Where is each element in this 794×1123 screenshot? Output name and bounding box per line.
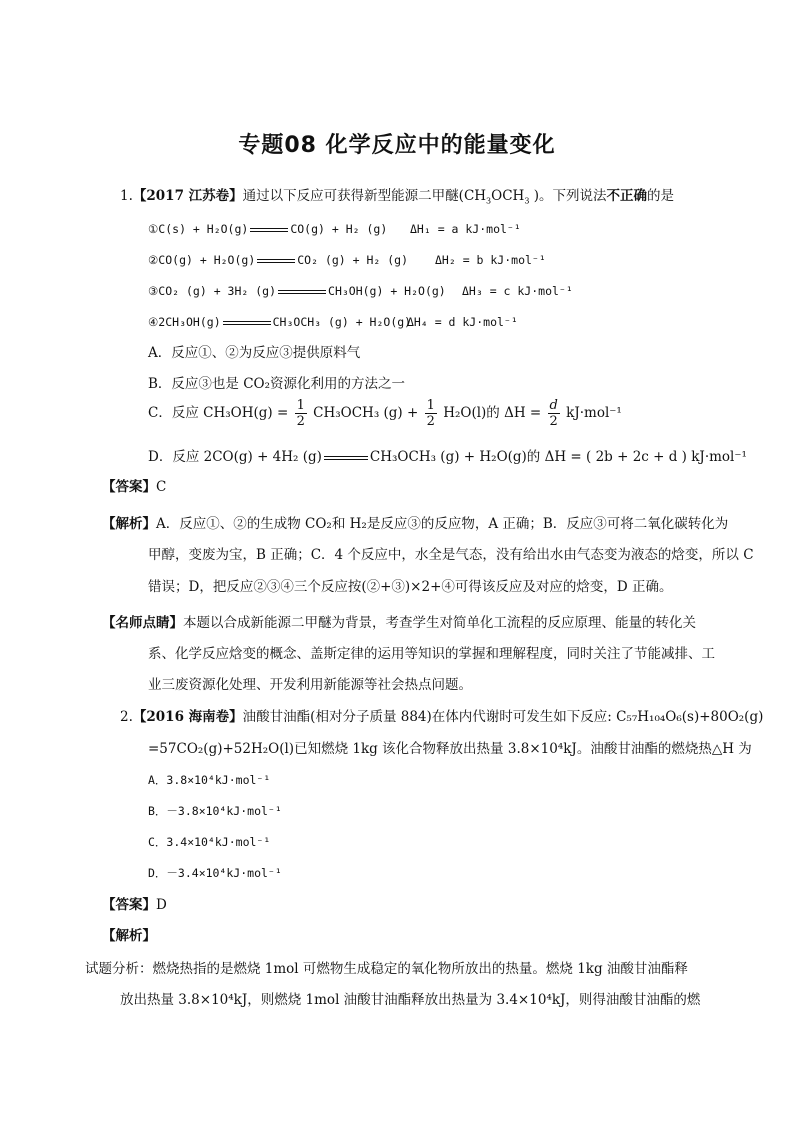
analysis-label: 【解析】 (102, 928, 156, 944)
answer-label: 【答案】 (102, 897, 156, 913)
option-a: A．反应①、②为反应③提供原料气 (148, 345, 361, 361)
page-title: 专题08 化学反应中的能量变化 (238, 133, 556, 158)
stem-emphasis: 不正确 (606, 188, 647, 204)
enthalpy-2: ΔH₂ = b kJ·mol⁻¹ (435, 253, 546, 267)
tip-label: 【名师点睛】 (102, 615, 183, 631)
stem-part: 的是 (646, 188, 674, 204)
equals-arrow (278, 290, 326, 294)
reaction-2 (148, 251, 408, 269)
answer-value: C (156, 479, 167, 495)
equals-arrow (257, 259, 295, 263)
question-2-stem-1 (120, 708, 763, 726)
reaction-lhs: ①C(s) + H₂O(g) (148, 222, 249, 236)
option-b: B．反应③也是 CO₂资源化利用的方法之一 (148, 376, 406, 392)
question-number: 1. (120, 188, 133, 204)
reaction-4 (148, 313, 411, 331)
option-c-text: H₂O(l)的 ΔH = (443, 405, 542, 421)
option-d (148, 448, 747, 466)
tip-line-1 (102, 614, 696, 632)
reaction-3 (148, 282, 446, 300)
reaction-rhs: CO(g) + H₂ (g) (290, 222, 388, 236)
analysis-1-line-1 (102, 515, 728, 533)
stem-part: 通过以下反应可获得新型能源二甲醚(CH (242, 188, 487, 204)
equals-arrow (223, 321, 271, 325)
option-c-text: kJ·mol⁻¹ (566, 405, 622, 421)
option-c (148, 398, 622, 429)
fraction-denominator: 2 (549, 414, 558, 429)
option-a: A．3.8×10⁴kJ·mol⁻¹ (148, 773, 271, 787)
answer-label: 【答案】 (102, 479, 156, 495)
fraction-one-half (295, 398, 307, 429)
analysis-text: A．反应①、②的生成物 CO₂和 H₂是反应③的反应物，A 正确；B．反应③可将二氧化碳转化为 (156, 516, 729, 532)
tip-text: 本题以合成新能源二甲醚为背景，考查学生对简单化工流程的反应原理、能量的转化关 (183, 615, 696, 631)
reaction-1 (148, 220, 387, 238)
fraction-denominator: 2 (426, 414, 435, 429)
enthalpy-1: ΔH₁ = a kJ·mol⁻¹ (410, 222, 521, 236)
option-d-text: CH₃OCH₃ (g) + H₂O(g)的 ΔH = ( 2b + 2c + d ) kJ·mol⁻¹ (369, 449, 747, 465)
analysis-label: 【解析】 (102, 516, 156, 532)
tip-line-3: 业三废资源化处理、开发利用新能源等社会热点问题。 (148, 677, 472, 693)
option-c-text: C．反应 CH₃OH(g) = (148, 405, 289, 421)
stem-text: 油酸甘油酯(相对分子质量 884)在体内代谢时可发生如下反应: C₅₇H₁₀₄O₆(s)+80O₂(g) (242, 709, 764, 725)
question-2-stem-2: =57CO₂(g)+52H₂O(l)已知燃烧 1kg 该化合物释放出热量 3.8×10⁴kJ。油酸甘油酯的燃烧热△H 为 (148, 741, 752, 757)
reaction-lhs: ②CO(g) + H₂O(g) (148, 253, 256, 267)
fraction-d-half (548, 398, 560, 429)
stem-part: )。下列说法 (529, 188, 607, 204)
option-d-text: D．反应 2CO(g) + 4H₂ (g) (148, 449, 322, 465)
answer-1 (102, 478, 166, 496)
fraction-numerator: 1 (426, 398, 435, 413)
fraction-denominator: 2 (296, 414, 305, 429)
reaction-lhs: ③CO₂ (g) + 3H₂ (g) (148, 284, 277, 298)
analysis-1-line-2: 甲醇，变废为宝，B 正确；C．4 个反应中，水全是气态，没有给出水由气态变为液态的焓变，所以 C (148, 547, 754, 563)
equals-arrow (250, 228, 288, 232)
question-source: 【2016 海南卷】 (132, 709, 243, 725)
reaction-rhs: CH₃OH(g) + H₂O(g) (328, 284, 446, 298)
option-d: D．－3.4×10⁴kJ·mol⁻¹ (148, 866, 282, 880)
option-c-text: CH₃OCH₃ (g) + (313, 405, 419, 421)
analysis-2-line-2: 放出热量 3.8×10⁴kJ，则燃烧 1mol 油酸甘油酯释放出热量为 3.4×10⁴kJ，则得油酸甘油酯的燃 (120, 992, 701, 1008)
equals-arrow (324, 456, 368, 460)
question-1-stem: 1.【2017 江苏卷】通过以下反应可获得新型能源二甲醚($CH_3OCH_3$ )。下列说法不正确的是 (120, 188, 674, 206)
analysis-1-line-3: 错误；D，把反应②③④三个反应按(②+③)×2+④可得该反应及对应的焓变，D 正确。 (148, 579, 673, 595)
fraction-numerator: d (549, 398, 558, 413)
fraction-one-half (425, 398, 437, 429)
stem-part: OCH (491, 188, 525, 204)
answer-value: D (156, 897, 167, 913)
option-c: C．3.4×10⁴kJ·mol⁻¹ (148, 835, 271, 849)
fraction-numerator: 1 (296, 398, 305, 413)
question-source: 【2017 江苏卷】 (132, 188, 243, 204)
question-number: 2. (120, 709, 133, 725)
enthalpy-4: ΔH₄ = d kJ·mol⁻¹ (407, 315, 518, 329)
reaction-rhs: CO₂ (g) + H₂ (g) (297, 253, 409, 267)
option-b: B．－3.8×10⁴kJ·mol⁻¹ (148, 804, 282, 818)
reaction-lhs: ④2CH₃OH(g) (148, 315, 221, 329)
answer-2 (102, 896, 167, 914)
analysis-2-line-1: 试题分析：燃烧热指的是燃烧 1mol 可燃物生成稳定的氧化物所放出的热量。燃烧 1kg 油酸甘油酯释 (85, 961, 688, 977)
enthalpy-3: ΔH₃ = c kJ·mol⁻¹ (462, 284, 573, 298)
reaction-rhs: CH₃OCH₃ (g) + H₂O(g) (272, 315, 412, 329)
tip-line-2: 系、化学反应焓变的概念、盖斯定律的运用等知识的掌握和理解程度，同时关注了节能减排、工 (148, 646, 715, 662)
